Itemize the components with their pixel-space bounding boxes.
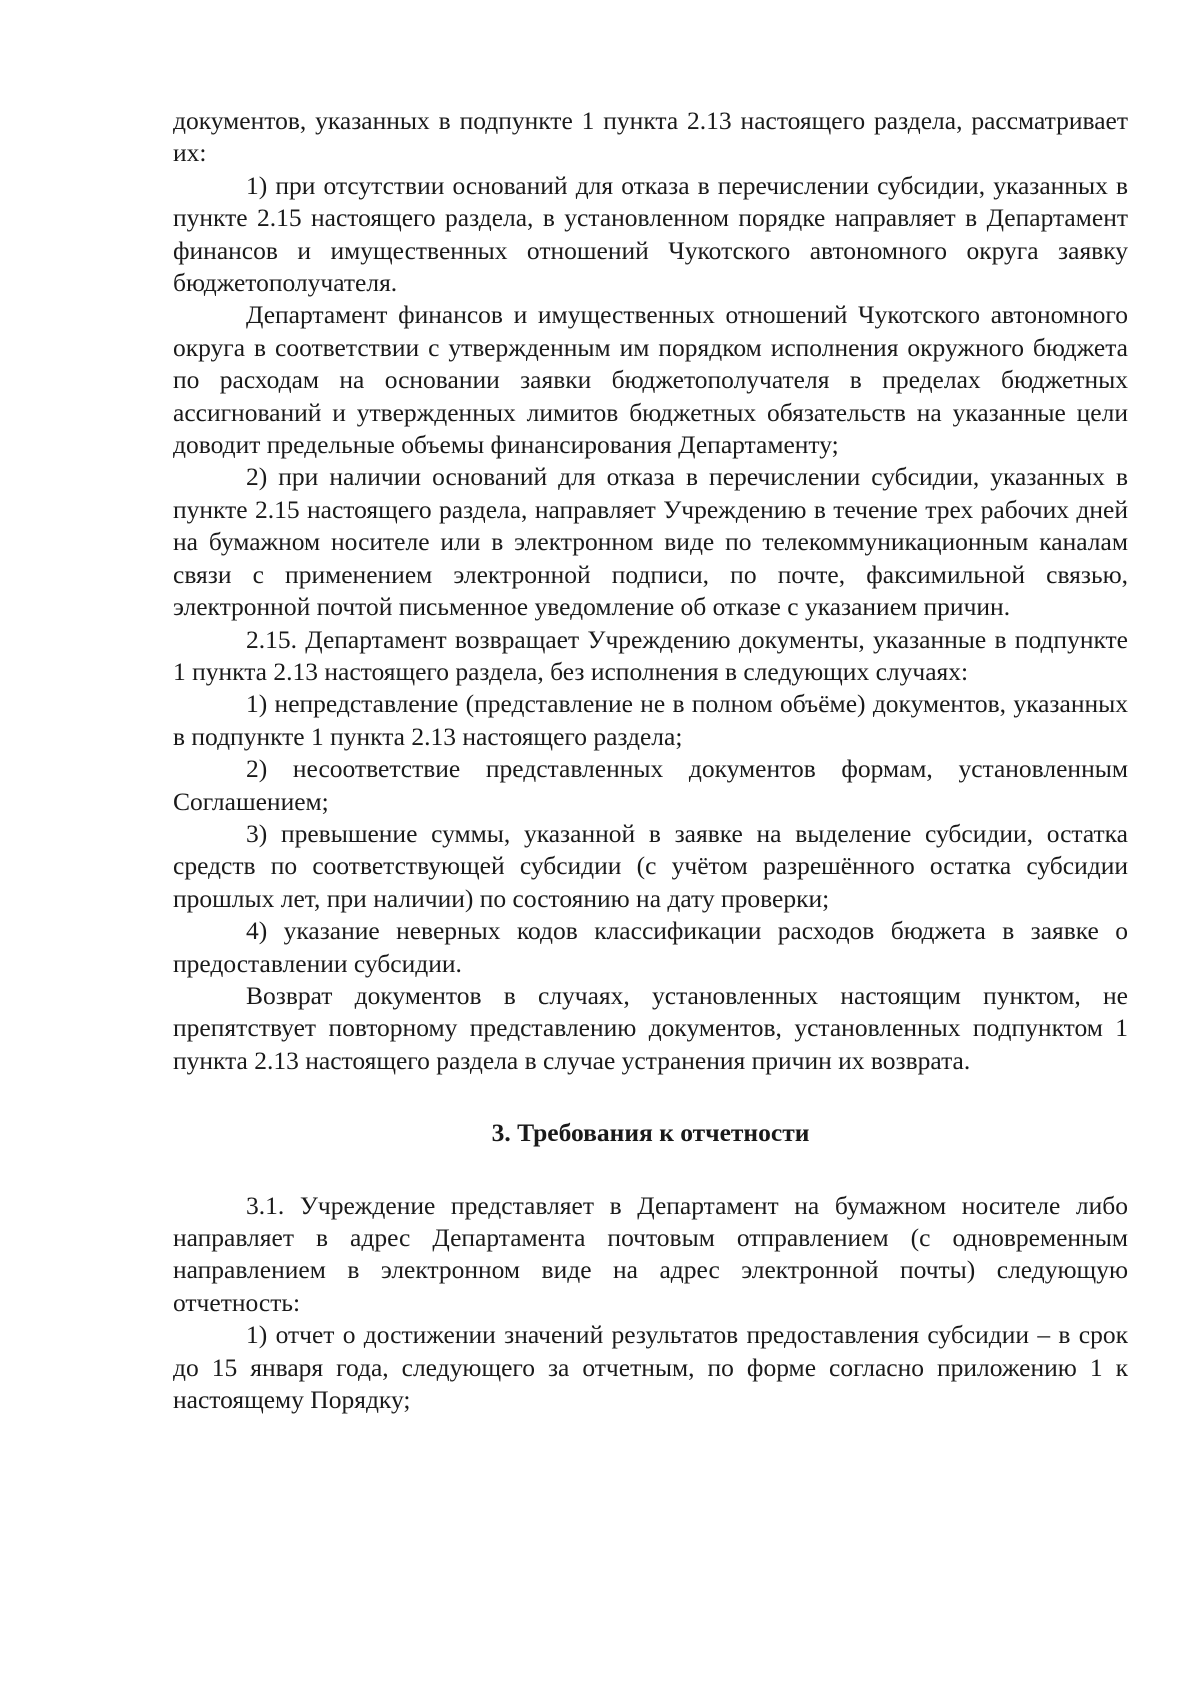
paragraph-item-1-no-grounds: 1) при отсутствии оснований для отказа в перечислении субсидии, указанных в пункте 2.15 настоящего раздела, в установленном порядке направляет в Департамент финансов и имущественных отношений Чукотского автономного округа заявку бюджетополучателя. bbox=[173, 170, 1128, 298]
paragraph-return-case-3: 3) превышение суммы, указанной в заявке на выделение субсидии, остатка средств по соответствующей субсидии (с учётом разрешённого остатка субсидии прошлых лет, при наличии) по состоянию на дату проверки; bbox=[173, 818, 1128, 913]
paragraph-item-2-grounds: 2) при наличии оснований для отказа в перечислении субсидии, указанных в пункте 2.15 настоящего раздела, направляет Учреждению в течение трех рабочих дней на бумажном носителе или в электронном виде по телекоммуникационным каналам связи с применением электронной подписи, по почте, факсимильной связью, электронной почтой письменное уведомление об отказе с указанием причин. bbox=[173, 462, 1128, 622]
paragraph-return-case-4: 4) указание неверных кодов классификации расходов бюджета в заявке о предоставлении субсидии. bbox=[173, 916, 1128, 978]
paragraph-report-item-1: 1) отчет о достижении значений результатов предоставления субсидии – в срок до 15 января года, следующего за отчетным, по форме согласно приложению 1 к настоящему Порядку; bbox=[173, 1320, 1128, 1415]
paragraph-3-1: 3.1. Учреждение представляет в Департамент на бумажном носителе либо направляет в адрес Департамента почтовым отправлением (с одновременным направлением в электронном виде на адрес электронной почты) следующую отчетность: bbox=[173, 1190, 1128, 1317]
paragraph-2-15: 2.15. Департамент возвращает Учреждению документы, указанные в подпункте 1 пункта 2.13 настоящего раздела, без исполнения в следующих случаях: bbox=[173, 624, 1128, 686]
paragraph-finance-department: Департамент финансов и имущественных отношений Чукотского автономного округа в соответствии с утвержденным им порядком исполнения окружного бюджета по расходам на основании заявки бюджетополучателя в пределах бюджетных ассигнований и утвержденных лимитов бюджетных обязательств на указанные цели доводит предельные объемы финансирования Департаменту; bbox=[173, 300, 1128, 460]
paragraph-return-note: Возврат документов в случаях, установленных настоящим пунктом, не препятствует повторному представлению документов, установленных подпунктом 1 пункта 2.13 настоящего раздела в случае устранения причин их возврата. bbox=[173, 980, 1128, 1075]
paragraph-return-case-2: 2) несоответствие представленных документов формам, установленным Соглашением; bbox=[173, 754, 1128, 816]
document-page bbox=[173, 105, 1128, 1416]
paragraph-continuation: документов, указанных в подпункте 1 пункта 2.13 настоящего раздела, рассматривает их: bbox=[173, 106, 1128, 168]
section-heading: 3. Требования к отчетности bbox=[491, 1118, 810, 1148]
paragraph-return-case-1: 1) непредставление (представление не в полном объёме) документов, указанных в подпункте 1 пункта 2.13 настоящего раздела; bbox=[173, 689, 1128, 751]
